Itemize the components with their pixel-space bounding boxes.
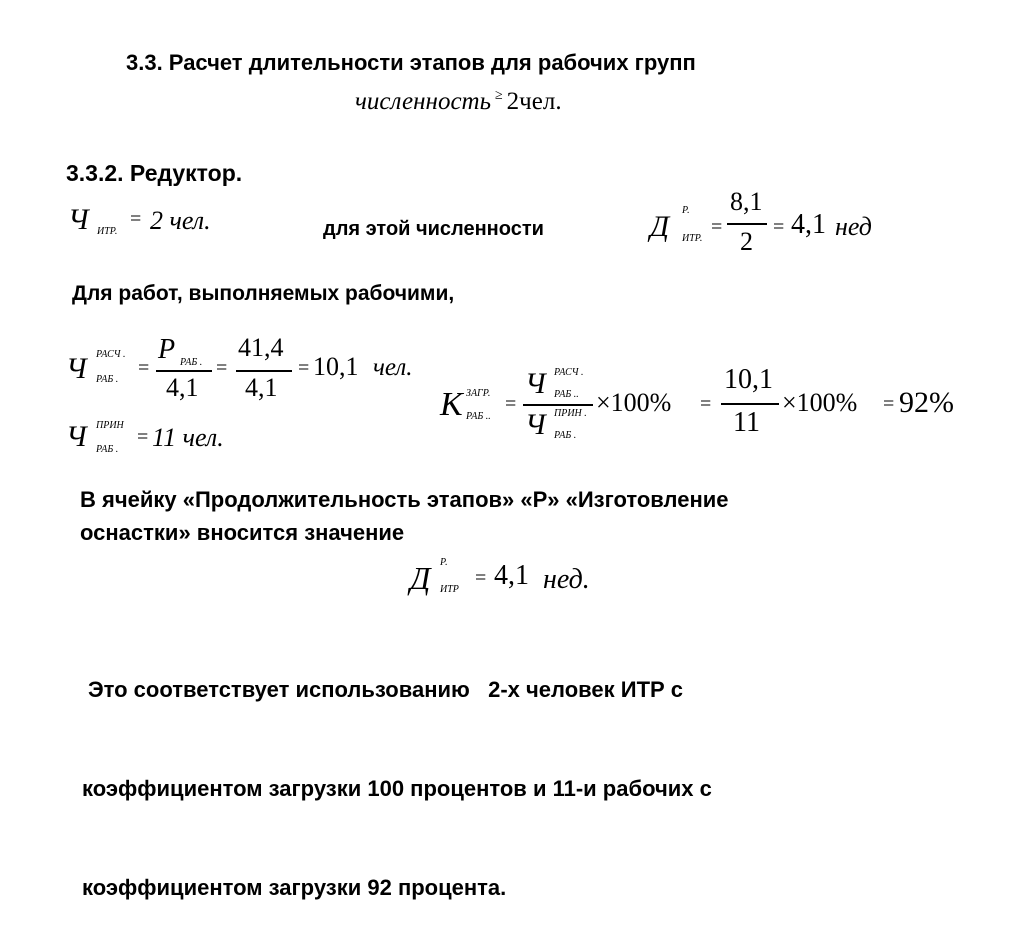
conclusion-line3: коэффициентом загрузки 92 процента. (82, 875, 507, 900)
subtitle (355, 88, 562, 116)
f6-superscript: Р. (440, 557, 448, 568)
f2-result: 4,1 (791, 209, 826, 240)
f6-unit: нед. (543, 564, 590, 595)
f4-value: 11 чел. (152, 423, 224, 452)
cell-note-line2: оснастки» вносится значение (80, 520, 405, 545)
f2-superscript: Р. (682, 205, 690, 216)
f3-symbol: Ч (66, 352, 87, 385)
f3-result: 10,1 (313, 352, 359, 381)
f1-value: 2 чел. (150, 206, 211, 235)
f1-symbol: Ч (68, 203, 89, 236)
conclusion-line2: коэффициентом загрузки 100 процентов и 11-и рабочих с (82, 776, 712, 801)
f4-subscript: РАБ . (96, 444, 119, 455)
section-title: 3.3.2. Редуктор. (66, 160, 243, 186)
f2-unit: нед (835, 212, 872, 241)
subtitle-word: численность (355, 88, 491, 115)
f5-superscript: ЗАГР. (466, 388, 491, 399)
f3-equals3: = (298, 357, 310, 379)
f1-equals: = (130, 208, 142, 230)
for-this-count-label: для этой численности (323, 218, 544, 240)
f3-frac1-num-symbol: Р (158, 334, 176, 365)
f2-fraction-line (727, 223, 767, 225)
f5-result: 92% (899, 386, 954, 419)
f2-numerator: 8,1 (730, 187, 763, 216)
f4-symbol: Ч (66, 420, 87, 453)
f5-num-symbol: Ч (525, 367, 546, 400)
page-title: 3.3. Расчет длительности этапов для рабочих групп (126, 50, 696, 75)
f3-superscript: РАСЧ . (96, 349, 126, 360)
f5-num-sub: РАБ .. (554, 389, 579, 400)
f5-frac-den: 11 (733, 407, 760, 438)
f4-superscript: ПРИН (96, 420, 124, 431)
f5-times2: ×100% (782, 388, 858, 417)
f2-subscript: ИТР. (682, 233, 703, 244)
f4-equals: = (137, 426, 149, 448)
f3-frac1-line (156, 370, 212, 372)
f5-equals3: = (883, 393, 895, 415)
f5-frac2-line (721, 403, 779, 405)
f3-frac1-den: 4,1 (166, 373, 199, 402)
f6-equals: = (475, 567, 487, 589)
f5-frac1-line (523, 404, 593, 406)
f5-subscript: РАБ .. (466, 411, 491, 422)
conclusion-line1: Это соответствует использованию 2-х человек ИТР с (88, 677, 684, 702)
f3-equals2: = (216, 357, 228, 379)
f5-symbol: К (440, 386, 463, 423)
cell-note-line1: В ячейку «Продолжительность этапов» «Р» «Изготовление (80, 487, 729, 512)
f5-den-sup: ПРИН . (554, 408, 587, 419)
f6-subscript: ИТР (440, 584, 459, 595)
f5-equals2: = (700, 393, 712, 415)
f6-value: 4,1 (494, 560, 529, 591)
f5-times1: ×100% (596, 388, 672, 417)
f2-symbol: Д (650, 210, 670, 243)
f3-frac2-num: 41,4 (238, 333, 284, 362)
f2-equals: = (711, 216, 723, 238)
f3-subscript: РАБ . (96, 374, 119, 385)
f5-equals: = (505, 393, 517, 415)
f3-unit: чел. (373, 354, 413, 381)
conclusion (82, 607, 712, 937)
f5-den-symbol: Ч (525, 408, 546, 441)
subtitle-sign: ≥ (494, 88, 503, 103)
f5-den-sub: РАБ . (554, 430, 577, 441)
f3-equals: = (138, 357, 150, 379)
f3-frac1-num-sub: РАБ . (180, 357, 203, 368)
f6-symbol: Д (410, 560, 431, 596)
f1-subscript: ИТР. (97, 226, 118, 237)
cell-note (80, 483, 729, 549)
f2-denominator: 2 (740, 227, 753, 256)
f2-equals2: = (773, 216, 785, 238)
f5-frac-num: 10,1 (724, 364, 773, 395)
f3-frac2-den: 4,1 (245, 373, 278, 402)
for-workers-label: Для работ, выполняемых рабочими, (72, 282, 455, 305)
f5-num-sup: РАСЧ . (554, 367, 584, 378)
f3-frac2-line (236, 370, 292, 372)
subtitle-value: 2чел. (506, 88, 562, 115)
